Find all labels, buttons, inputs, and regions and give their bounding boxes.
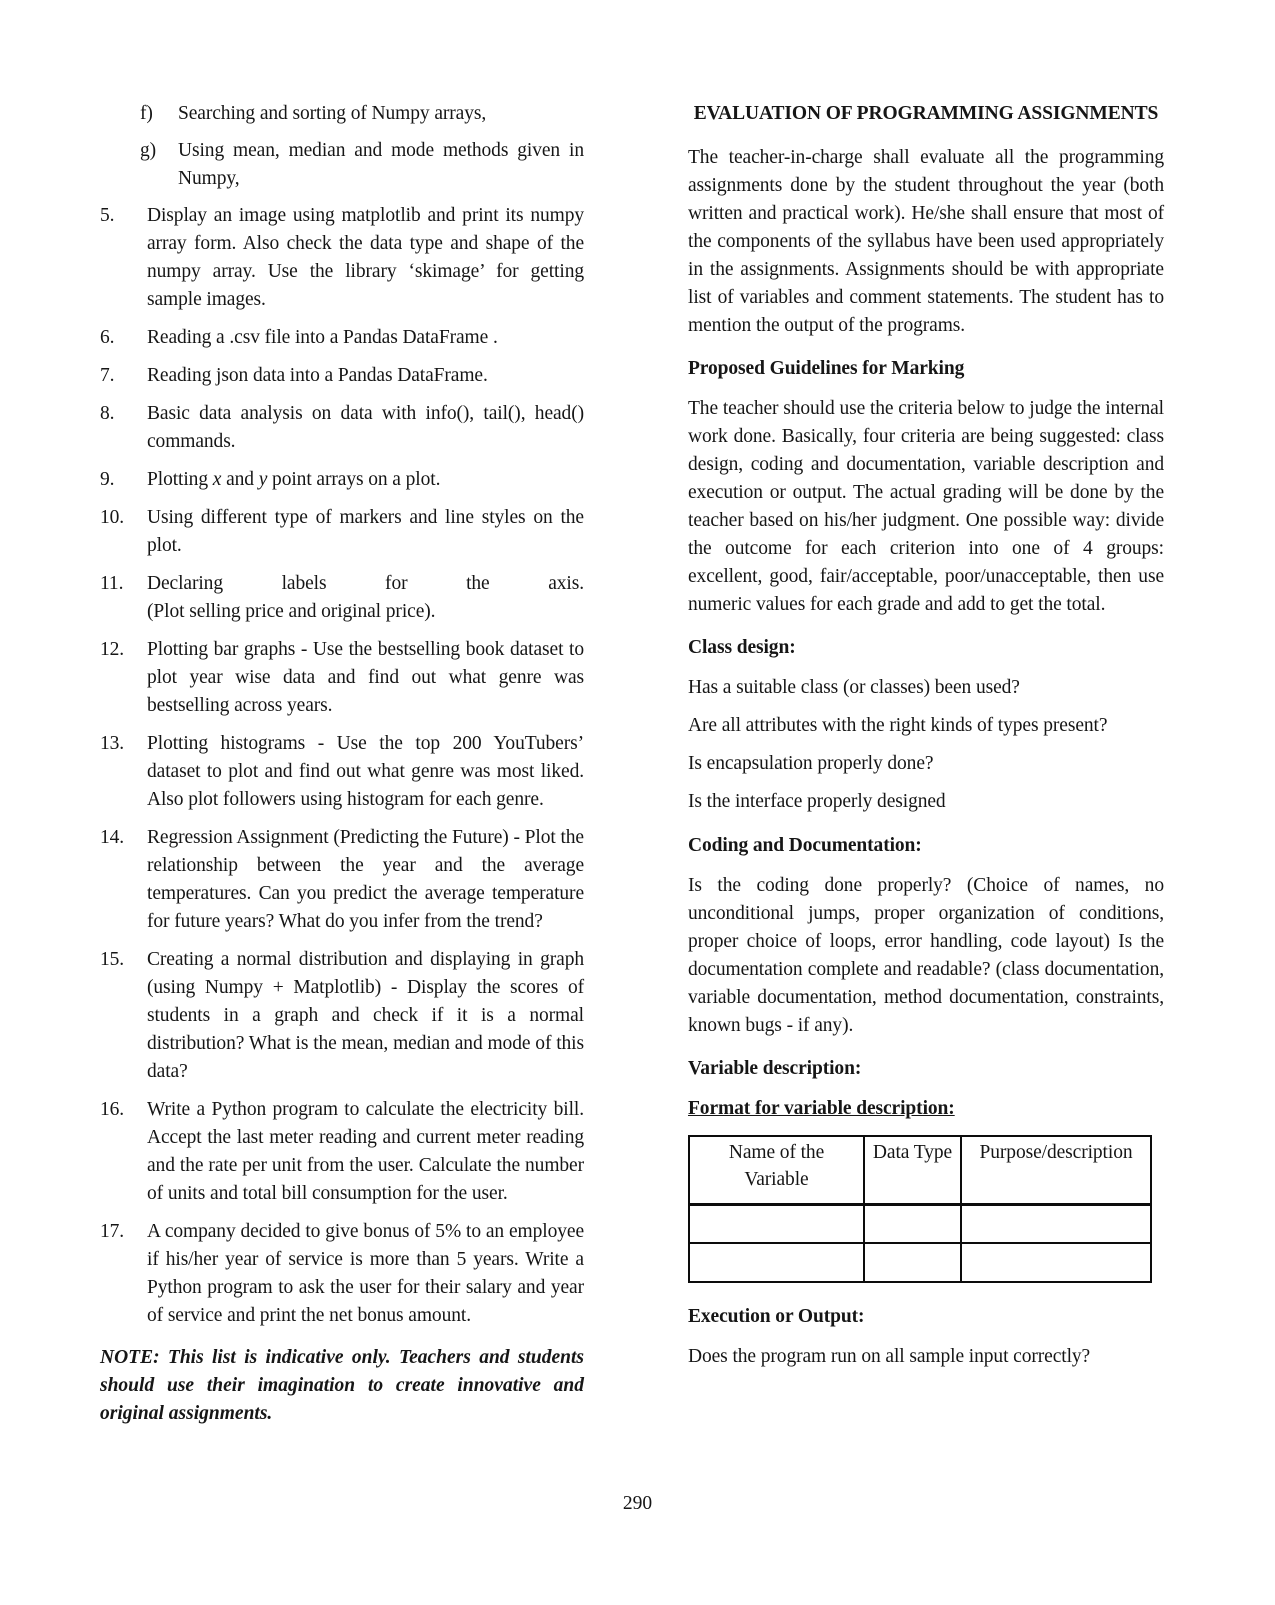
variable-description-heading: Variable description:: [688, 1058, 862, 1079]
item-text-line1: Declaring labels for the axis.: [147, 573, 584, 594]
table-cell: [864, 1243, 961, 1282]
list-item-12: [100, 636, 584, 720]
item-text-segment: Plotting: [147, 469, 213, 490]
class-design-question: Is encapsulation properly done?: [688, 753, 934, 774]
sub-item-g: [140, 137, 584, 193]
item-number: g): [140, 140, 157, 161]
class-design-question: Are all attributes with the right kinds of types present?: [688, 715, 1108, 736]
table-header-cell: Name of the Variable: [689, 1136, 864, 1204]
section-title: EVALUATION OF PROGRAMMING ASSIGNMENTS: [693, 103, 1159, 124]
table-cell: [864, 1204, 961, 1243]
list-item-14: [100, 824, 584, 936]
item-text: Searching and sorting of Numpy arrays,: [178, 103, 487, 124]
execution-heading: Execution or Output:: [688, 1306, 865, 1327]
item-number: f): [140, 103, 153, 124]
item-text: Reading json data into a Pandas DataFrame.: [147, 365, 488, 386]
table-cell: [961, 1204, 1151, 1243]
item-number: 10.: [100, 507, 125, 528]
table-cell: [689, 1204, 864, 1243]
item-number: 6.: [100, 327, 115, 348]
item-text: [147, 570, 584, 626]
item-text: Using different type of markers and line styles on the plot.: [147, 507, 584, 556]
list-item-7: [100, 362, 584, 390]
list-item-15: [100, 946, 584, 1086]
item-number: 5.: [100, 205, 115, 226]
list-item-10: [100, 504, 584, 560]
item-text: [147, 466, 584, 494]
item-number: 9.: [100, 469, 115, 490]
item-text: Display an image using matplotlib and print its numpy array form. Also check the data type and shape of the numpy array. Use the library ‘skimage’ for getting sample images.: [147, 205, 584, 310]
table-header-cell: Purpose/description: [961, 1136, 1151, 1204]
list-item-6: [100, 324, 584, 352]
class-design-heading: Class design:: [688, 637, 796, 658]
item-text: A company decided to give bonus of 5% to an employee if his/her year of service is more than 5 years. Write a Python program to ask the user for their salary and year of service and print the net bonus amount.: [147, 1221, 584, 1326]
execution-paragraph: Does the program run on all sample input correctly?: [688, 1346, 1091, 1367]
item-number: 15.: [100, 949, 125, 970]
math-var-x: x: [212, 469, 222, 490]
list-item-11: [100, 570, 584, 626]
item-text: Reading a .csv file into a Pandas DataFrame .: [147, 327, 498, 348]
coding-heading: Coding and Documentation:: [688, 835, 922, 856]
item-text: Using mean, median and mode methods given in Numpy,: [178, 140, 584, 189]
item-text: Plotting bar graphs - Use the bestselling book dataset to plot year wise data and find out what genre was bestselling across years.: [147, 639, 584, 716]
item-text: Write a Python program to calculate the electricity bill. Accept the last meter reading and current meter reading and the rate per unit from the user. Calculate the number of units and total bill consumption for the user.: [147, 1099, 584, 1204]
item-number: 13.: [100, 733, 125, 754]
list-item-8: [100, 400, 584, 456]
item-number: 12.: [100, 639, 125, 660]
table-header-cell: Data Type: [864, 1136, 961, 1204]
table-row: [689, 1243, 1151, 1282]
item-number: 8.: [100, 403, 115, 424]
format-heading: Format for variable description:: [688, 1098, 955, 1119]
item-number: 7.: [100, 365, 115, 386]
coding-paragraph: Is the coding done properly? (Choice of names, no unconditional jumps, proper organization of conditions, proper choice of loops, error handling, code layout) Is the documentation complete and readable? (class documentation, variable documentation, method documentation, constraints, known bugs - if any).: [688, 875, 1164, 1036]
list-item-16: [100, 1096, 584, 1208]
item-number: 14.: [100, 827, 125, 848]
table-row: [689, 1204, 1151, 1243]
item-number: 11.: [100, 573, 124, 594]
table-cell: [961, 1243, 1151, 1282]
list-item-9: [100, 466, 584, 494]
variable-description-table: [688, 1135, 1152, 1283]
item-text-segment: and: [221, 469, 259, 490]
left-column: [100, 100, 584, 1428]
list-item-13: [100, 730, 584, 814]
item-text: Basic data analysis on data with info(), tail(), head() commands.: [147, 403, 584, 452]
item-text: Plotting histograms - Use the top 200 YouTubers’ dataset to plot and find out what genre was most liked. Also plot followers using histogram for each genre.: [147, 733, 584, 810]
math-var-y: y: [258, 469, 268, 490]
right-column: [688, 100, 1164, 1386]
note-text: NOTE: This list is indicative only. Teachers and students should use their imagination to create innovative and original assignments.: [100, 1347, 584, 1424]
guidelines-heading: Proposed Guidelines for Marking: [688, 358, 965, 379]
item-text: Creating a normal distribution and displaying in graph (using Numpy + Matplotlib) - Display the scores of students in a graph and check if it is a normal distribution? What is the mean, median and mode of this data?: [147, 949, 584, 1082]
table-cell: [689, 1243, 864, 1282]
item-text-line2: (Plot selling price and original price).: [147, 601, 436, 622]
guidelines-paragraph: The teacher should use the criteria below to judge the internal work done. Basically, four criteria are being suggested: class design, coding and documentation, variable description and execution or output. The actual grading will be done by the teacher based on his/her judgment. One possible way: divide the outcome for each criterion into one of 4 groups: excellent, good, fair/acceptable, poor/unacceptable, then use numeric values for each grade and add to get the total.: [688, 398, 1164, 615]
class-design-question: Has a suitable class (or classes) been used?: [688, 677, 1020, 698]
class-design-question: Is the interface properly designed: [688, 791, 946, 812]
list-item-5: [100, 202, 584, 314]
sub-item-f: [140, 100, 584, 128]
item-text: Regression Assignment (Predicting the Future) - Plot the relationship between the year and the average temperatures. Can you predict the average temperature for future years? What do you infer from the trend?: [147, 827, 584, 932]
list-item-17: [100, 1218, 584, 1330]
intro-paragraph: The teacher-in-charge shall evaluate all the programming assignments done by the student throughout the year (both written and practical work). He/she shall ensure that most of the components of the syllabus have been used appropriately in the assignments. Assignments should be with appropriate list of variables and comment statements. The student has to mention the output of the programs.: [688, 147, 1164, 336]
item-number: 17.: [100, 1221, 125, 1242]
page-number: 290: [622, 1493, 653, 1514]
item-text-segment: point arrays on a plot.: [267, 469, 441, 490]
item-number: 16.: [100, 1099, 125, 1120]
table-header-row: [689, 1136, 1151, 1204]
